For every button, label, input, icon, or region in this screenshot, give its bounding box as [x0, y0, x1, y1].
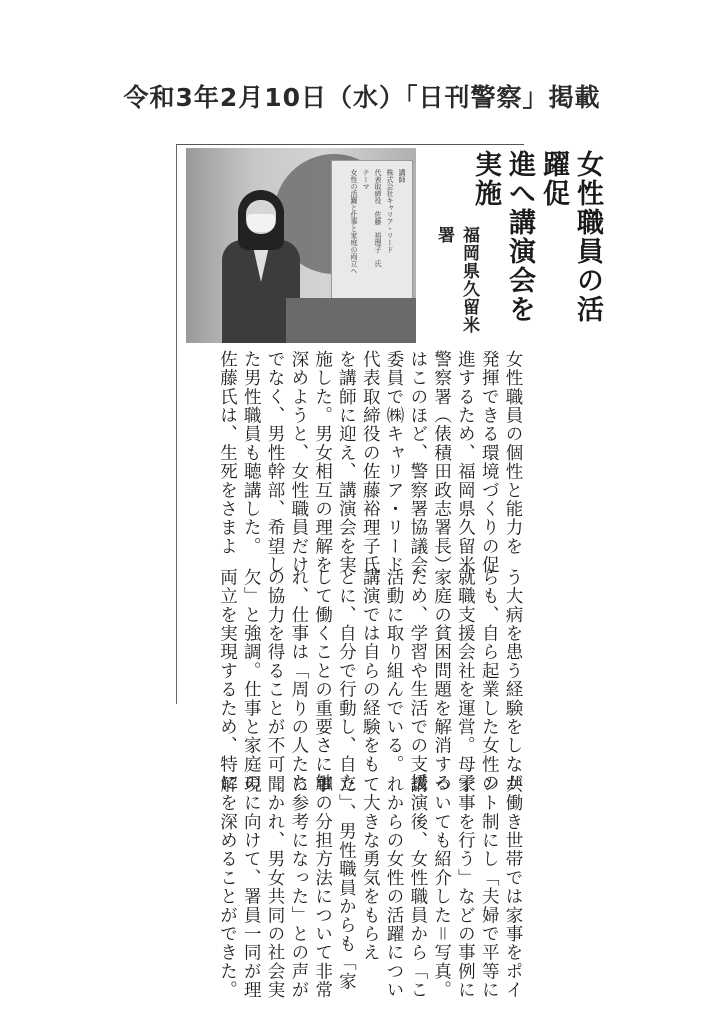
text-line: 共働き世帯では家事をポイ — [503, 775, 523, 1000]
text-line: 講演では自らの経験をも — [360, 568, 381, 774]
text-line: 両立を実現するため、特に — [217, 568, 238, 793]
text-line: れ、仕事は「周りの人たち — [288, 568, 309, 793]
article-column-3 — [184, 775, 524, 1000]
clipping-border-left — [176, 144, 177, 704]
text-line: 施した。男女相互の理解を — [312, 350, 333, 575]
podium-table — [286, 298, 416, 343]
headline-line: 女性職員の活躍促 — [538, 150, 603, 324]
text-line: 進するため、福岡県久留米 — [455, 350, 476, 575]
article-column-2 — [184, 568, 524, 793]
text-line: た」、男性職員からも「家 — [336, 775, 357, 991]
text-line: ため、学習や生活での支援 — [407, 568, 428, 793]
text-line: れからの女性の活躍につい — [384, 775, 405, 1000]
text-line: 事の分担方法について非常 — [312, 775, 333, 1000]
banner-line: 代表取締役 佐藤 裕理子 氏 — [374, 169, 382, 267]
text-line: とに、自分で行動し、自立 — [336, 568, 357, 793]
text-line: 深めようと、女性職員だけ — [288, 350, 309, 575]
clipping-border-top — [176, 144, 524, 145]
text-line: 代表取締役の佐藤裕理子氏 — [360, 350, 381, 575]
text-line: 佐藤氏は、生死をさまよ — [217, 350, 238, 556]
text-line: らも、自ら起業した女性の — [479, 568, 500, 793]
text-line: て大きな勇気をもらえ — [360, 775, 381, 962]
text-line: はこのほど、警察署協議会 — [407, 350, 428, 575]
article-byline: 福岡県久留米署 — [434, 226, 479, 334]
banner-line: 女性の活躍と仕事と家庭の両立へ — [350, 169, 358, 274]
text-line: 女性職員の個性と能力を — [503, 350, 523, 556]
text-line: ついても紹介した＝写真。 — [431, 775, 452, 1000]
article-photo — [186, 148, 416, 343]
text-line: 講演後、女性職員から「こ — [407, 775, 428, 1000]
text-line: 家庭の貧困問題を解消する — [431, 568, 452, 793]
article-headline — [468, 150, 604, 335]
article-column-1 — [184, 350, 524, 575]
banner-line: テーマ — [362, 169, 370, 190]
text-line: に参考になった」との声が — [288, 775, 309, 1000]
text-line: でなく、男性幹部、希望し — [265, 350, 286, 575]
banner-line: 株式会社キャリア・リード — [386, 169, 394, 253]
headline-line: 進へ講演会を実施 — [470, 150, 535, 324]
text-line: 活動に取り組んでいる。 — [384, 568, 405, 774]
text-line: の協力を得ることが不可 — [265, 568, 286, 774]
text-line: を講師に迎え、講演会を実 — [336, 350, 357, 575]
text-line: う大病を患う経験をしなが — [503, 568, 523, 793]
text-line: 欠」と強調。仕事と家庭の — [241, 568, 262, 793]
text-line: た男性職員も聴講した。 — [241, 350, 262, 556]
text-line: 家事を行う」などの事例に — [455, 775, 476, 1000]
text-line: 就職支援会社を運営。母子 — [455, 568, 476, 793]
speaker-mask — [247, 214, 275, 232]
text-line: 聞かれ、男女共同の社会実 — [265, 775, 286, 1000]
text-line: 現に向けて、署員一同が理 — [241, 775, 262, 1000]
text-line: 委員で㈱キャリア・リード — [384, 350, 405, 575]
page-title: 令和3年2月10日（水）「日刊警察」掲載 — [123, 83, 601, 112]
text-line: して働くことの重要さに触 — [312, 568, 333, 793]
banner-line: 講師 — [398, 169, 406, 183]
text-line: 発揮できる環境づくりの促 — [479, 350, 500, 575]
text-line: ント制にし「夫婦で平等に — [479, 775, 500, 1000]
text-line: 警察署（俵積田政志署長） — [431, 350, 452, 575]
text-line: 解を深めることができた。 — [217, 775, 238, 1000]
